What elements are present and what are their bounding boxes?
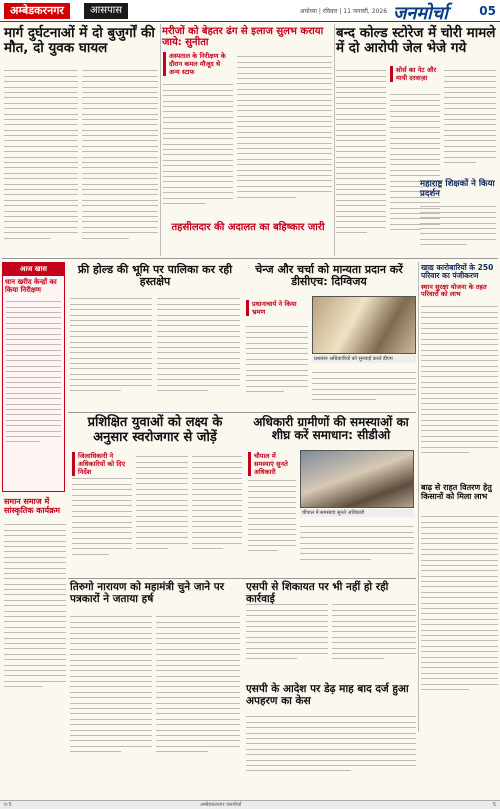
section-divider — [68, 412, 416, 413]
masthead — [0, 0, 500, 22]
story-highlight: जिलाधिकारी ने अधिकारियों को दिए निर्देश — [72, 452, 132, 476]
story-body — [246, 600, 328, 678]
story-body — [420, 202, 496, 254]
story-headline: चेन्ज और चर्चा को मान्यता प्रदान करें डीसीएच: दिग्विजय — [255, 263, 403, 289]
story-body — [248, 476, 296, 574]
story-headline: समान समाज में सांस्कृतिक कार्यक्रम — [4, 497, 61, 515]
story-body — [332, 600, 416, 678]
story-subheadline: स्थान सुरक्षा योजना के तहत परिवारों को लाभ — [421, 283, 487, 299]
section-divider — [2, 258, 498, 259]
photo-caption: चौपाल में समस्याएं सुनते अधिकारी — [300, 509, 414, 517]
story-body — [163, 80, 233, 220]
photo-caption: प्रशासन अधिकारियों को सुनवाई करते डीएम — [312, 355, 416, 363]
story-body — [444, 66, 496, 181]
story-headline: मार्ग दुर्घटनाओं में दो बुजुर्गों की मौत, दो युवक घायल — [4, 25, 155, 57]
story-body — [4, 520, 66, 730]
story-headline: बन्द कोल्ड स्टोरेज में चोरी मामले में दो आरोपी जेल भेजे गये — [336, 25, 496, 57]
story-headline: महाराष्ट्र शिक्षकों ने किया प्रदर्शन — [420, 179, 495, 199]
story-headline: एसपी से शिकायत पर भी नहीं हो रही कार्रवाई — [246, 581, 389, 605]
story-body — [421, 302, 498, 482]
footer-right: 5 — [492, 802, 496, 808]
section-divider — [68, 578, 416, 579]
story-headline: खाद्य कारोबारियों के 250 परिवार का पंजीकरण — [421, 263, 494, 281]
page-number: 05 — [479, 4, 496, 18]
story-headline: प्रशिक्षित युवाओं को लक्ष्य के अनुसार स्वरोजगार से जोड़ें — [87, 415, 223, 445]
story-headline: तहसीलदार की अदालत का बहिष्कार जारी — [171, 222, 325, 233]
story-highlight: प्रधानाचार्य ने किया भ्रमण — [246, 300, 308, 316]
story-body — [421, 512, 498, 732]
story-body — [4, 66, 78, 256]
news-photo — [312, 296, 416, 354]
story-headline: एसपी के आदेश पर डेढ़ माह बाद दर्ज हुआ अपहरण का केस — [246, 683, 409, 707]
story-body — [312, 368, 416, 410]
sidebar-box — [2, 262, 65, 492]
story-body — [136, 452, 188, 574]
story-body — [237, 52, 332, 220]
story-headline: बाढ़ से राहत वितरण हेतु किसानों को मिला लाभ — [421, 483, 492, 501]
footer-center: अम्बेडकरनगर जनमोर्चा — [200, 802, 242, 808]
story-headline: फ्री होल्ड की भूमि पर पालिका कर रही हस्तक्षेप — [77, 263, 233, 289]
page-footer — [0, 800, 500, 809]
column-divider — [160, 24, 161, 256]
sidebar-title: आज खास — [3, 263, 64, 276]
story-headline: तिरुगो नारायण को महामंत्री चुने जाने पर पत्रकारों ने जताया हर्ष — [70, 581, 225, 605]
sidebar-headline: धान खरीद केन्द्रों का किया निरीक्षण — [5, 278, 57, 295]
story-headline: अधिकारी ग्रामीणों की समस्याओं का शीघ्र करें समाधान: सीडीओ — [253, 415, 409, 443]
story-body — [70, 294, 152, 410]
story-body — [157, 294, 240, 410]
story-body — [192, 452, 242, 574]
date-line: अयोध्या | रविवार | 11 जनवरी, 2026 — [300, 8, 388, 15]
story-body — [82, 66, 158, 256]
newspaper-logo: जनमोर्चा — [393, 3, 448, 24]
story-highlight: चौपाल में समस्याएं सुनते अधिकारी — [248, 452, 296, 476]
story-body — [72, 474, 132, 574]
story-body — [246, 712, 416, 794]
story-highlight: अस्पताल के निरीक्षण के दौरान कमल मौजूद थे अन्य स्टाफ — [163, 52, 233, 76]
story-body — [300, 522, 414, 574]
column-divider — [418, 262, 419, 732]
footer-left: ए-5 — [4, 802, 12, 808]
story-body — [336, 66, 386, 256]
section-tag: अम्बेडकरनगर — [4, 3, 70, 19]
story-headline: मरीजों को बेहतर ढंग से इलाज सुलभ कराया जाये: सुनीता — [162, 26, 324, 49]
story-body — [246, 322, 308, 410]
story-body — [156, 612, 240, 792]
story-highlight: सोर्स का नेट और मायी दरवाज़ा — [390, 66, 440, 82]
section-sub-tag: आसपास — [84, 3, 128, 19]
story-body — [70, 612, 152, 792]
news-photo — [300, 450, 414, 508]
column-divider — [334, 24, 335, 256]
